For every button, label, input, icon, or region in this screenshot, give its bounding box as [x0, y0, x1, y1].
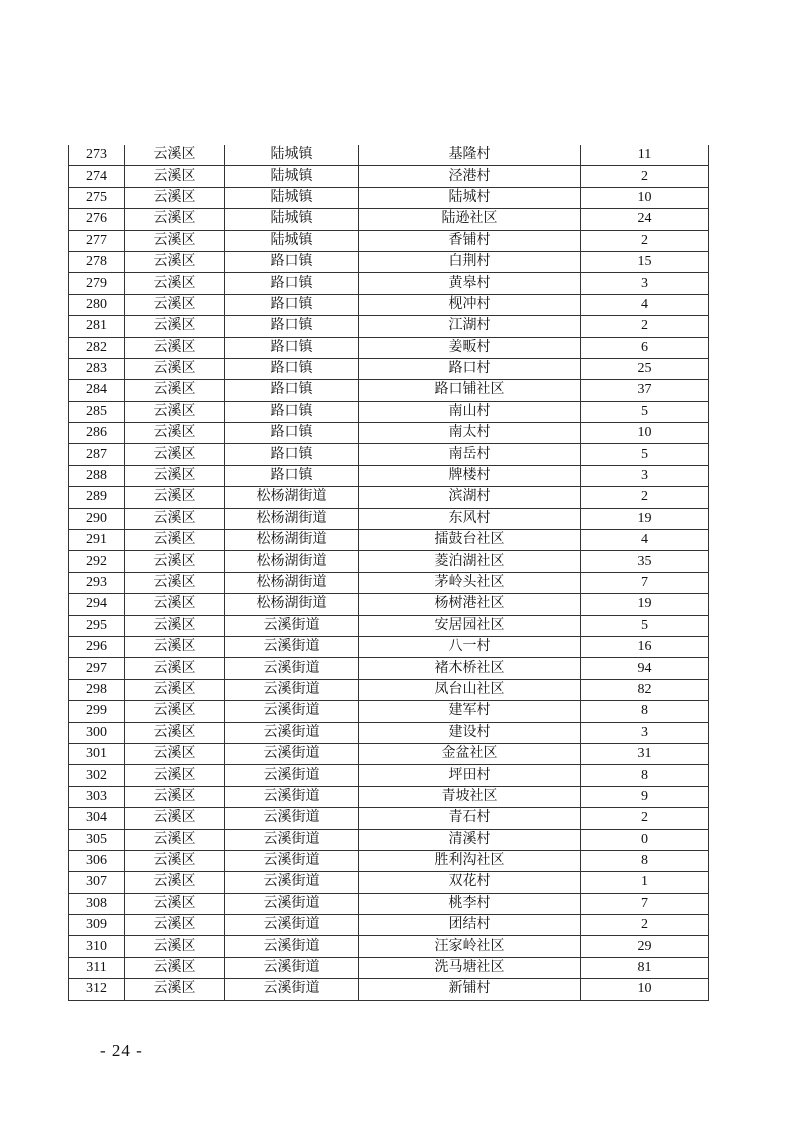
count-cell: 19 — [581, 594, 709, 615]
district-cell: 云溪区 — [125, 615, 225, 636]
row-number-cell: 294 — [69, 594, 125, 615]
count-cell: 4 — [581, 530, 709, 551]
table-row — [69, 701, 709, 722]
row-number-cell: 297 — [69, 658, 125, 679]
village-cell: 洗马塘社区 — [359, 957, 581, 978]
town-cell: 陆城镇 — [225, 230, 359, 251]
table-row — [69, 786, 709, 807]
district-cell: 云溪区 — [125, 487, 225, 508]
village-cell: 路口铺社区 — [359, 380, 581, 401]
row-number-cell: 292 — [69, 551, 125, 572]
table-row — [69, 915, 709, 936]
row-number-cell: 308 — [69, 893, 125, 914]
table-row — [69, 380, 709, 401]
table-row — [69, 145, 709, 166]
village-cell: 金盆社区 — [359, 743, 581, 764]
row-number-cell: 304 — [69, 808, 125, 829]
row-number-cell: 290 — [69, 508, 125, 529]
count-cell: 4 — [581, 294, 709, 315]
count-cell: 24 — [581, 209, 709, 230]
town-cell: 松杨湖街道 — [225, 530, 359, 551]
village-cell: 坪田村 — [359, 765, 581, 786]
town-cell: 云溪街道 — [225, 679, 359, 700]
village-cell: 东风村 — [359, 508, 581, 529]
village-cell: 路口村 — [359, 358, 581, 379]
village-cell: 桃李村 — [359, 893, 581, 914]
town-cell: 云溪街道 — [225, 979, 359, 1000]
village-cell: 陆城村 — [359, 187, 581, 208]
count-cell: 5 — [581, 444, 709, 465]
row-number-cell: 303 — [69, 786, 125, 807]
table-row — [69, 209, 709, 230]
district-cell: 云溪区 — [125, 658, 225, 679]
row-number-cell: 273 — [69, 145, 125, 166]
table-row — [69, 615, 709, 636]
table-row — [69, 316, 709, 337]
table-row — [69, 829, 709, 850]
row-number-cell: 305 — [69, 829, 125, 850]
count-cell: 31 — [581, 743, 709, 764]
district-cell: 云溪区 — [125, 765, 225, 786]
count-cell: 2 — [581, 230, 709, 251]
village-cell: 凤台山社区 — [359, 679, 581, 700]
town-cell: 路口镇 — [225, 423, 359, 444]
row-number-cell: 282 — [69, 337, 125, 358]
village-cell: 白荆村 — [359, 251, 581, 272]
table-row — [69, 572, 709, 593]
district-cell: 云溪区 — [125, 273, 225, 294]
village-table — [68, 145, 709, 1001]
table-row — [69, 401, 709, 422]
table-row — [69, 508, 709, 529]
row-number-cell: 298 — [69, 679, 125, 700]
count-cell: 2 — [581, 316, 709, 337]
count-cell: 2 — [581, 487, 709, 508]
village-cell: 双花村 — [359, 872, 581, 893]
district-cell: 云溪区 — [125, 701, 225, 722]
count-cell: 7 — [581, 572, 709, 593]
district-cell: 云溪区 — [125, 444, 225, 465]
district-cell: 云溪区 — [125, 594, 225, 615]
row-number-cell: 286 — [69, 423, 125, 444]
row-number-cell: 310 — [69, 936, 125, 957]
row-number-cell: 277 — [69, 230, 125, 251]
town-cell: 云溪街道 — [225, 765, 359, 786]
count-cell: 8 — [581, 850, 709, 871]
table-body — [69, 145, 709, 1000]
district-cell: 云溪区 — [125, 465, 225, 486]
village-cell: 南太村 — [359, 423, 581, 444]
village-cell: 褚木桥社区 — [359, 658, 581, 679]
table-row — [69, 487, 709, 508]
town-cell: 陆城镇 — [225, 166, 359, 187]
town-cell: 路口镇 — [225, 465, 359, 486]
table-row — [69, 444, 709, 465]
table-row — [69, 743, 709, 764]
town-cell: 云溪街道 — [225, 743, 359, 764]
town-cell: 云溪街道 — [225, 722, 359, 743]
town-cell: 松杨湖街道 — [225, 508, 359, 529]
row-number-cell: 284 — [69, 380, 125, 401]
village-cell: 胜利沟社区 — [359, 850, 581, 871]
district-cell: 云溪区 — [125, 230, 225, 251]
table-row — [69, 893, 709, 914]
village-cell: 团结村 — [359, 915, 581, 936]
row-number-cell: 311 — [69, 957, 125, 978]
table-row — [69, 273, 709, 294]
town-cell: 云溪街道 — [225, 915, 359, 936]
village-cell: 新铺村 — [359, 979, 581, 1000]
district-cell: 云溪区 — [125, 786, 225, 807]
town-cell: 陆城镇 — [225, 187, 359, 208]
village-cell: 姜畈村 — [359, 337, 581, 358]
village-cell: 八一村 — [359, 636, 581, 657]
district-cell: 云溪区 — [125, 872, 225, 893]
count-cell: 8 — [581, 765, 709, 786]
count-cell: 10 — [581, 423, 709, 444]
district-cell: 云溪区 — [125, 915, 225, 936]
row-number-cell: 287 — [69, 444, 125, 465]
count-cell: 10 — [581, 187, 709, 208]
town-cell: 云溪街道 — [225, 636, 359, 657]
town-cell: 云溪街道 — [225, 615, 359, 636]
town-cell: 松杨湖街道 — [225, 572, 359, 593]
row-number-cell: 312 — [69, 979, 125, 1000]
count-cell: 6 — [581, 337, 709, 358]
count-cell: 3 — [581, 465, 709, 486]
count-cell: 9 — [581, 786, 709, 807]
town-cell: 路口镇 — [225, 444, 359, 465]
town-cell: 云溪街道 — [225, 936, 359, 957]
town-cell: 路口镇 — [225, 273, 359, 294]
district-cell: 云溪区 — [125, 850, 225, 871]
row-number-cell: 285 — [69, 401, 125, 422]
table-row — [69, 166, 709, 187]
page-number: - 24 - — [100, 1041, 143, 1060]
count-cell: 29 — [581, 936, 709, 957]
row-number-cell: 278 — [69, 251, 125, 272]
village-cell: 滨湖村 — [359, 487, 581, 508]
town-cell: 云溪街道 — [225, 701, 359, 722]
district-cell: 云溪区 — [125, 957, 225, 978]
town-cell: 路口镇 — [225, 337, 359, 358]
count-cell: 7 — [581, 893, 709, 914]
count-cell: 2 — [581, 808, 709, 829]
count-cell: 3 — [581, 722, 709, 743]
table-row — [69, 358, 709, 379]
row-number-cell: 302 — [69, 765, 125, 786]
count-cell: 15 — [581, 251, 709, 272]
village-cell: 泾港村 — [359, 166, 581, 187]
table-row — [69, 423, 709, 444]
table-row — [69, 187, 709, 208]
table-row — [69, 294, 709, 315]
count-cell: 94 — [581, 658, 709, 679]
count-cell: 25 — [581, 358, 709, 379]
village-cell: 擂鼓台社区 — [359, 530, 581, 551]
table-row — [69, 679, 709, 700]
district-cell: 云溪区 — [125, 166, 225, 187]
row-number-cell: 279 — [69, 273, 125, 294]
count-cell: 82 — [581, 679, 709, 700]
table-row — [69, 957, 709, 978]
row-number-cell: 288 — [69, 465, 125, 486]
village-cell: 汪家岭社区 — [359, 936, 581, 957]
count-cell: 3 — [581, 273, 709, 294]
district-cell: 云溪区 — [125, 722, 225, 743]
row-number-cell: 309 — [69, 915, 125, 936]
town-cell: 松杨湖街道 — [225, 551, 359, 572]
table-row — [69, 765, 709, 786]
row-number-cell: 291 — [69, 530, 125, 551]
district-cell: 云溪区 — [125, 316, 225, 337]
village-cell: 基隆村 — [359, 145, 581, 166]
row-number-cell: 306 — [69, 850, 125, 871]
count-cell: 1 — [581, 872, 709, 893]
town-cell: 陆城镇 — [225, 145, 359, 166]
district-cell: 云溪区 — [125, 423, 225, 444]
town-cell: 松杨湖街道 — [225, 594, 359, 615]
table-row — [69, 850, 709, 871]
district-cell: 云溪区 — [125, 401, 225, 422]
table-row — [69, 636, 709, 657]
district-cell: 云溪区 — [125, 808, 225, 829]
district-cell: 云溪区 — [125, 508, 225, 529]
table-row — [69, 251, 709, 272]
district-cell: 云溪区 — [125, 530, 225, 551]
town-cell: 云溪街道 — [225, 957, 359, 978]
village-cell: 南山村 — [359, 401, 581, 422]
district-cell: 云溪区 — [125, 251, 225, 272]
count-cell: 2 — [581, 915, 709, 936]
district-cell: 云溪区 — [125, 936, 225, 957]
district-cell: 云溪区 — [125, 829, 225, 850]
row-number-cell: 295 — [69, 615, 125, 636]
village-cell: 陆逊社区 — [359, 209, 581, 230]
table-row — [69, 872, 709, 893]
table-row — [69, 337, 709, 358]
district-cell: 云溪区 — [125, 893, 225, 914]
row-number-cell: 300 — [69, 722, 125, 743]
town-cell: 路口镇 — [225, 380, 359, 401]
district-cell: 云溪区 — [125, 380, 225, 401]
town-cell: 松杨湖街道 — [225, 487, 359, 508]
table-row — [69, 722, 709, 743]
district-cell: 云溪区 — [125, 636, 225, 657]
row-number-cell: 301 — [69, 743, 125, 764]
village-cell: 南岳村 — [359, 444, 581, 465]
table-row — [69, 551, 709, 572]
count-cell: 35 — [581, 551, 709, 572]
town-cell: 云溪街道 — [225, 872, 359, 893]
row-number-cell: 276 — [69, 209, 125, 230]
district-cell: 云溪区 — [125, 145, 225, 166]
town-cell: 云溪街道 — [225, 658, 359, 679]
town-cell: 云溪街道 — [225, 808, 359, 829]
count-cell: 5 — [581, 615, 709, 636]
count-cell: 37 — [581, 380, 709, 401]
count-cell: 8 — [581, 701, 709, 722]
table-row — [69, 230, 709, 251]
row-number-cell: 296 — [69, 636, 125, 657]
count-cell: 11 — [581, 145, 709, 166]
count-cell: 0 — [581, 829, 709, 850]
count-cell: 5 — [581, 401, 709, 422]
town-cell: 路口镇 — [225, 401, 359, 422]
row-number-cell: 283 — [69, 358, 125, 379]
district-cell: 云溪区 — [125, 679, 225, 700]
count-cell: 2 — [581, 166, 709, 187]
district-cell: 云溪区 — [125, 187, 225, 208]
row-number-cell: 289 — [69, 487, 125, 508]
count-cell: 10 — [581, 979, 709, 1000]
row-number-cell: 280 — [69, 294, 125, 315]
row-number-cell: 275 — [69, 187, 125, 208]
village-cell: 香铺村 — [359, 230, 581, 251]
count-cell: 19 — [581, 508, 709, 529]
village-cell: 清溪村 — [359, 829, 581, 850]
village-cell: 建军村 — [359, 701, 581, 722]
district-cell: 云溪区 — [125, 572, 225, 593]
table-row — [69, 658, 709, 679]
row-number-cell: 274 — [69, 166, 125, 187]
district-cell: 云溪区 — [125, 743, 225, 764]
district-cell: 云溪区 — [125, 294, 225, 315]
village-cell: 枧冲村 — [359, 294, 581, 315]
town-cell: 云溪街道 — [225, 829, 359, 850]
district-cell: 云溪区 — [125, 358, 225, 379]
town-cell: 云溪街道 — [225, 786, 359, 807]
village-cell: 菱泊湖社区 — [359, 551, 581, 572]
town-cell: 云溪街道 — [225, 850, 359, 871]
count-cell: 16 — [581, 636, 709, 657]
table-row — [69, 465, 709, 486]
village-cell: 建设村 — [359, 722, 581, 743]
table-row — [69, 808, 709, 829]
district-cell: 云溪区 — [125, 551, 225, 572]
village-cell: 青石村 — [359, 808, 581, 829]
village-cell: 江湖村 — [359, 316, 581, 337]
village-cell: 牌楼村 — [359, 465, 581, 486]
table-row — [69, 979, 709, 1000]
district-cell: 云溪区 — [125, 979, 225, 1000]
village-cell: 青坡社区 — [359, 786, 581, 807]
town-cell: 路口镇 — [225, 316, 359, 337]
town-cell: 路口镇 — [225, 294, 359, 315]
town-cell: 路口镇 — [225, 251, 359, 272]
town-cell: 陆城镇 — [225, 209, 359, 230]
table-row — [69, 530, 709, 551]
village-cell: 黄皋村 — [359, 273, 581, 294]
row-number-cell: 307 — [69, 872, 125, 893]
row-number-cell: 299 — [69, 701, 125, 722]
village-cell: 茅岭头社区 — [359, 572, 581, 593]
table-row — [69, 936, 709, 957]
row-number-cell: 293 — [69, 572, 125, 593]
village-cell: 安居园社区 — [359, 615, 581, 636]
count-cell: 81 — [581, 957, 709, 978]
town-cell: 路口镇 — [225, 358, 359, 379]
row-number-cell: 281 — [69, 316, 125, 337]
table-row — [69, 594, 709, 615]
district-cell: 云溪区 — [125, 209, 225, 230]
district-cell: 云溪区 — [125, 337, 225, 358]
village-cell: 杨树港社区 — [359, 594, 581, 615]
town-cell: 云溪街道 — [225, 893, 359, 914]
